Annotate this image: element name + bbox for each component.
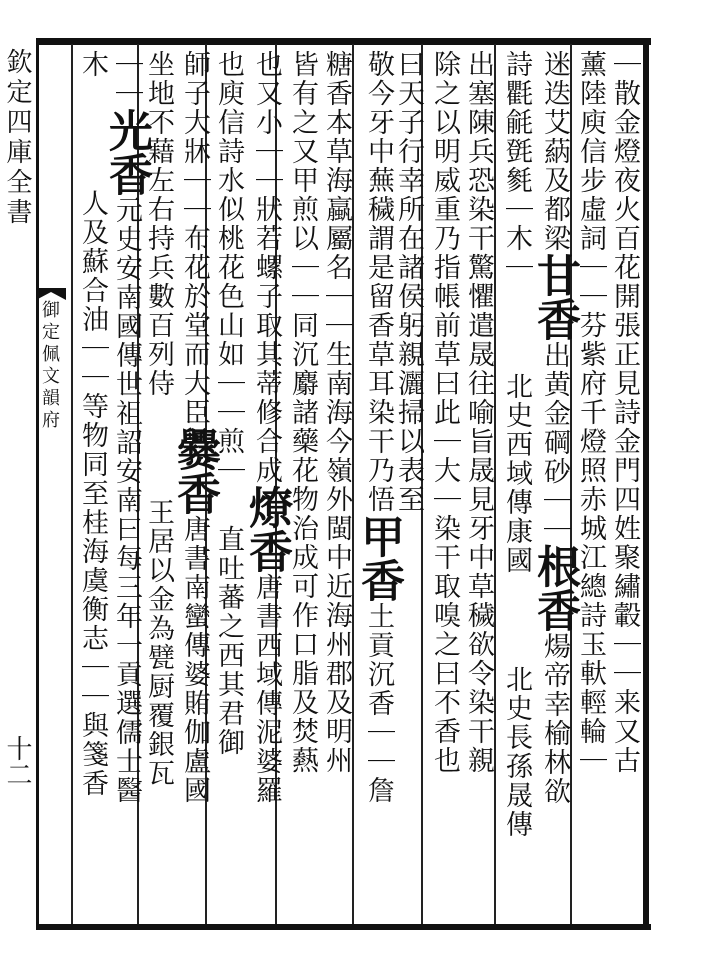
text-column: ｜｜光香元史安南國傳世祖詔安南曰每三年一貢選儒士醫 bbox=[101, 50, 152, 805]
text-column: 迷迭艾蒳及都梁甘香出黄金碙砂｜｜根香煬帝幸榆林欲 bbox=[529, 50, 580, 806]
entry-heading: 爨香 bbox=[169, 427, 220, 515]
entry-heading: 根香 bbox=[529, 544, 580, 632]
text-column: 詩氍毹㲪毿｜木｜北史西域傳康國北史長孫晟傳 bbox=[501, 50, 532, 839]
border-top bbox=[36, 38, 651, 45]
text-column: 薰陸庾信步虛詞｜｜芬紫府千燈照赤城江總詩玉軑輕輪｜ bbox=[575, 50, 606, 775]
entry-heading: 光香 bbox=[101, 108, 152, 196]
text-column: 也又小｜｜狀若螺子取其蒂修合成燎香唐書西域傳泥婆羅 bbox=[241, 50, 292, 805]
text-column: ｜散金燈夜火百花開張正見詩金門四姓聚繡轂｜｜来又古 bbox=[609, 50, 640, 775]
margin-title: 欽定四庫全書 bbox=[2, 48, 32, 228]
text-column: 敬今牙中蕪穢謂是留香草耳染干乃悟甲香土貢沉香｜｜詹 bbox=[353, 50, 404, 805]
text-column: 糖香本草海蠃屬名｜｜生南海今嶺外閩中近海州郡及明州 bbox=[321, 50, 352, 775]
border-bottom bbox=[36, 924, 651, 930]
entry-heading: 燎香 bbox=[241, 485, 292, 573]
text-column: 坐地不藉左右持兵數百列侍王居以金為甓厨覆銀瓦 bbox=[143, 50, 174, 788]
entry-heading: 甲香 bbox=[353, 514, 404, 602]
text-column: 曰天子行幸所在諸侯躬親灑掃以表至 bbox=[393, 50, 424, 514]
text-column: 木人及蘇合油｜｜等物同至桂海虞衡志｜｜與箋香 bbox=[77, 50, 108, 798]
border-right bbox=[643, 38, 649, 930]
text-column: 也庾信詩水似桃花色山如｜｜煎｜直吐蕃之西其君御 bbox=[213, 50, 244, 757]
text-column: 皆有之又甲煎以｜｜同沉麝諸藥花物治成可作口脂及焚爇 bbox=[287, 50, 318, 775]
text-column: 除之以明威重乃指帳前草曰此｜大｜染干取嗅之曰不香也 bbox=[429, 50, 460, 775]
column-rule bbox=[71, 44, 73, 924]
border-left bbox=[36, 38, 39, 930]
entry-heading: 甘香 bbox=[529, 253, 580, 341]
margin-book-title: 御定佩文韻府 bbox=[39, 300, 60, 432]
text-column: 出塞陳兵恐染干驚懼遣晟往喻旨晟見牙中草穢欲令染干親 bbox=[463, 50, 494, 775]
text-column: 師子大牀｜｜布花於堂而大臣爨香唐書南蠻傳婆賄伽盧國 bbox=[169, 50, 220, 805]
fish-tail-mark bbox=[36, 288, 66, 300]
page-number: 十二 bbox=[2, 735, 32, 787]
